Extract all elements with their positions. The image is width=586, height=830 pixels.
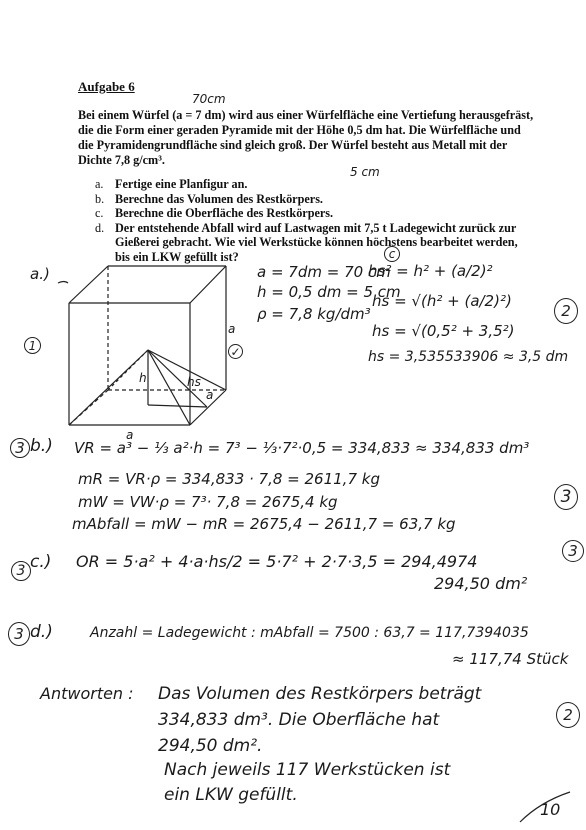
task-letter: b. [95,191,105,206]
task-text: Fertige eine Planfigur an. [115,177,248,191]
answer-line: 294,50 dm². [158,736,263,756]
task-letter: a. [95,177,104,191]
hs-result: hs = 3,535533906 ≈ 3,5 dm [368,349,569,365]
mass-cube: mW = VW·ρ = 7³· 7,8 = 2675,4 kg [78,493,338,511]
hs-formula: hs² = h² + (a/2)² [368,262,493,280]
check-mark-icon: ✓ [228,344,243,359]
surface-rest: OR = 5·a² + 4·a·hs/2 = 5·7² + 2·7·3,5 = 294,4974 [76,552,478,571]
score-value: 3 [15,439,25,457]
note-5cm: 5 cm [350,165,380,179]
total-score: 10 [540,800,561,819]
score-value: 2 [561,302,571,320]
part-d-label: d.) [30,622,53,642]
task-letter: c. [95,206,104,220]
hs-values: hs = √(0,5² + 3,5²) [372,322,515,340]
task-title: Aufgabe 6 [78,79,135,94]
sketch-label-a-diag: a [206,388,214,402]
task-letter: d. [95,220,105,235]
answer-label: Antworten : [40,684,134,703]
count-result: ≈ 117,74 Stück [452,650,569,668]
score-value: 3 [560,487,572,507]
given-a: a = 7dm = 70 cm [257,263,391,281]
mark-value: c [388,247,396,261]
sketch-label-a-right: a [228,322,236,336]
sketch-label-a-bottom: a [126,428,134,442]
task-text: Der entstehende Abfall wird auf Lastwagen mit 7,5 t Ladegewicht zurück zur Gießerei gebracht. Wie viel Werkstücke können höchstens bearbeitet werden, bis ein LKW gefüllt ist? [115,220,518,264]
score-value: 3 [14,625,24,643]
score-value: 3 [568,542,578,560]
score-value: 2 [563,706,573,724]
answer-line: 334,833 dm³. Die Oberfläche hat [158,710,440,730]
note-70cm: 70cm [192,92,226,106]
answer-line: Nach jeweils 117 Werkstücken ist [164,760,451,780]
mass-rest: mR = VR·ρ = 334,833 · 7,8 = 2611,7 kg [78,470,380,488]
task-text: Berechne das Volumen des Restkörpers. [115,191,323,206]
mass-waste: mAbfall = mW − mR = 2675,4 − 2611,7 = 63,7 kg [72,515,456,533]
answer-line: Das Volumen des Restkörpers beträgt [158,684,482,704]
hs-root: hs = √(h² + (a/2)²) [372,292,512,310]
sketch-label-h: h [139,371,147,385]
task-text: Berechne die Oberfläche des Restkörpers. [115,206,334,220]
part-c-label: c.) [30,552,52,572]
volume-rest: VR = a³ − ⅓ a²·h = 7³ − ⅓·7²·0,5 = 334,833 ≈ 334,833 dm³ [74,439,530,457]
given-rho: ρ = 7,8 kg/dm³ [257,305,371,323]
part-a-label: a.) [30,265,50,283]
count-calc: Anzahl = Ladegewicht : mAbfall = 7500 : 63,7 = 117,7394035 [90,625,529,641]
score-value: 3 [16,563,26,579]
part-b-label: b.) [30,436,53,456]
surface-result: 294,50 dm² [434,574,528,593]
given-h: h = 0,5 dm = 5 cm [257,283,401,301]
answer-line: ein LKW gefüllt. [164,785,298,805]
sketch-label-hs: hs [187,375,201,389]
score-value: 1 [28,338,37,353]
task-intro: Bei einem Würfel (a = 7 dm) wird aus einer Würfelfläche eine Vertiefung herausgefräst, die die Form einer geraden Pyramide mit der Höhe 0,5 dm hat. Die Würfelfläche und die Pyramidengrundfläche sind gleich groß. Der Würfel besteht aus Metall mit der Dichte 7,8 g/cm³. [78,108,534,167]
